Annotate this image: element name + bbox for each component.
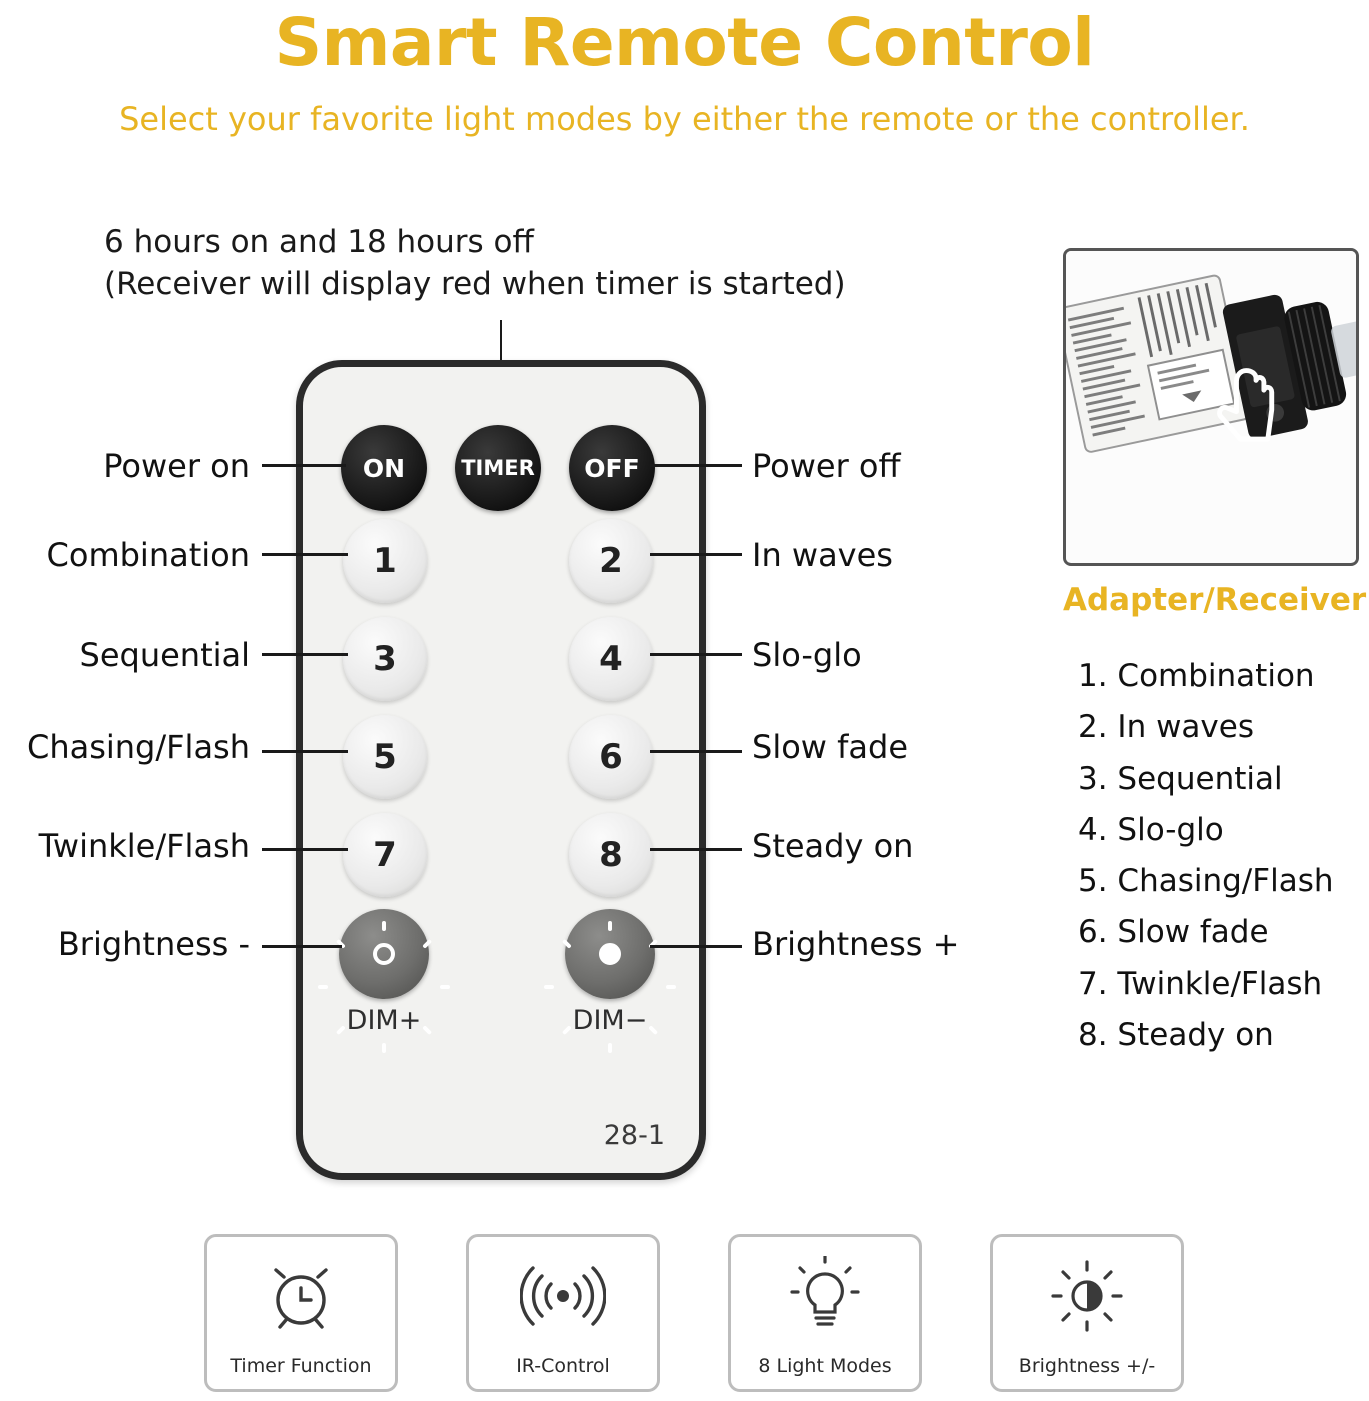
callout-twinkle-flash: Twinkle/Flash [38,827,250,865]
button-dim-plus[interactable] [339,909,429,999]
remote-model-code: 28-1 [603,1120,665,1151]
callout-power-off: Power off [752,447,901,485]
button-8-label: 8 [599,835,623,875]
leader-sequential [262,653,348,656]
feature-card-brightness [990,1234,1184,1392]
feature-card-modes-label: 8 Light Modes [758,1355,892,1377]
feature-card-row [204,1234,1184,1392]
feature-card-ir-label: IR-Control [516,1355,610,1377]
button-timer[interactable] [455,425,541,511]
button-1-label: 1 [373,541,397,581]
timer-note [104,222,846,306]
mode-list [1078,656,1368,1066]
button-mode-1[interactable] [343,519,427,603]
button-timer-label: TIMER [461,456,535,480]
dim-minus-label: DIM− [572,1005,648,1036]
callout-slow-fade: Slow fade [752,728,908,766]
leader-brightness-plus [650,945,742,948]
button-2-label: 2 [599,541,623,581]
leader-chasing-flash [262,750,348,753]
leader-steady-on [650,848,742,851]
mode-list-item-2: 2. In waves [1078,709,1254,746]
callout-sequential: Sequential [79,636,250,674]
button-5-label: 5 [373,737,397,777]
mode-list-item-3: 3. Sequential [1078,760,1283,797]
page-title: Smart Remote Control [274,4,1095,81]
callout-chasing-flash: Chasing/Flash [26,728,250,766]
button-mode-7[interactable] [343,813,427,897]
leader-twinkle-flash [262,848,348,851]
leader-brightness-minus [262,945,342,948]
button-7-label: 7 [373,835,397,875]
timer-note-line1: 6 hours on and 18 hours off [104,224,534,260]
button-mode-8[interactable] [569,813,653,897]
mode-list-item-5: 5. Chasing/Flash [1078,863,1334,900]
button-mode-2[interactable] [569,519,653,603]
button-6-label: 6 [599,737,623,777]
leader-slo-glo [650,653,742,656]
adapter-receiver-image [1063,248,1359,566]
light-bulb-icon [731,1237,919,1355]
button-4-label: 4 [599,639,623,679]
button-mode-5[interactable] [343,715,427,799]
timer-note-line2: (Receiver will display red when timer is started) [104,265,846,302]
callout-in-waves: In waves [752,536,893,574]
feature-card-timer [204,1234,398,1392]
button-3-label: 3 [373,639,397,679]
mode-list-item-7: 7. Twinkle/Flash [1078,965,1323,1002]
feature-card-modes [728,1234,922,1392]
mode-list-item-1: 1. Combination [1078,658,1315,694]
mode-list-item-8: 8. Steady on [1078,1017,1274,1054]
button-on[interactable] [341,425,427,511]
button-mode-3[interactable] [343,617,427,701]
callout-steady-on: Steady on [752,827,914,865]
feature-card-ir [466,1234,660,1392]
leader-slow-fade [650,750,742,753]
button-dim-minus[interactable] [565,909,655,999]
leader-power-off [650,464,742,467]
leader-in-waves [650,553,742,556]
callout-slo-glo: Slo-glo [752,636,862,674]
remote-control-body [296,360,706,1180]
button-mode-4[interactable] [569,617,653,701]
sun-hollow-icon [353,923,415,985]
ir-signal-icon [469,1237,657,1355]
adapter-illustration [1066,251,1356,563]
button-off-label: OFF [584,453,640,483]
button-mode-6[interactable] [569,715,653,799]
mode-list-item-4: 4. Slo-glo [1078,811,1224,848]
alarm-clock-icon [207,1237,395,1355]
sun-filled-icon [579,923,641,985]
brightness-icon [993,1237,1181,1355]
callout-combination: Combination [46,536,250,574]
feature-card-brightness-label: Brightness +/- [1018,1355,1156,1377]
callout-brightness-minus: Brightness - [57,925,250,963]
leader-power-on [262,464,346,467]
mode-list-item-6: 6. Slow fade [1078,914,1269,951]
dim-plus-label: DIM+ [346,1005,422,1036]
leader-combination [262,553,348,556]
page-subtitle: Select your favorite light modes by either the remote or the controller. [119,100,1250,138]
adapter-caption: Adapter/Receiver [1063,582,1367,618]
button-on-label: ON [362,453,406,483]
callout-brightness-plus: Brightness + [752,925,960,963]
feature-card-timer-label: Timer Function [230,1355,372,1377]
callout-power-on: Power on [103,447,250,485]
button-off[interactable] [569,425,655,511]
